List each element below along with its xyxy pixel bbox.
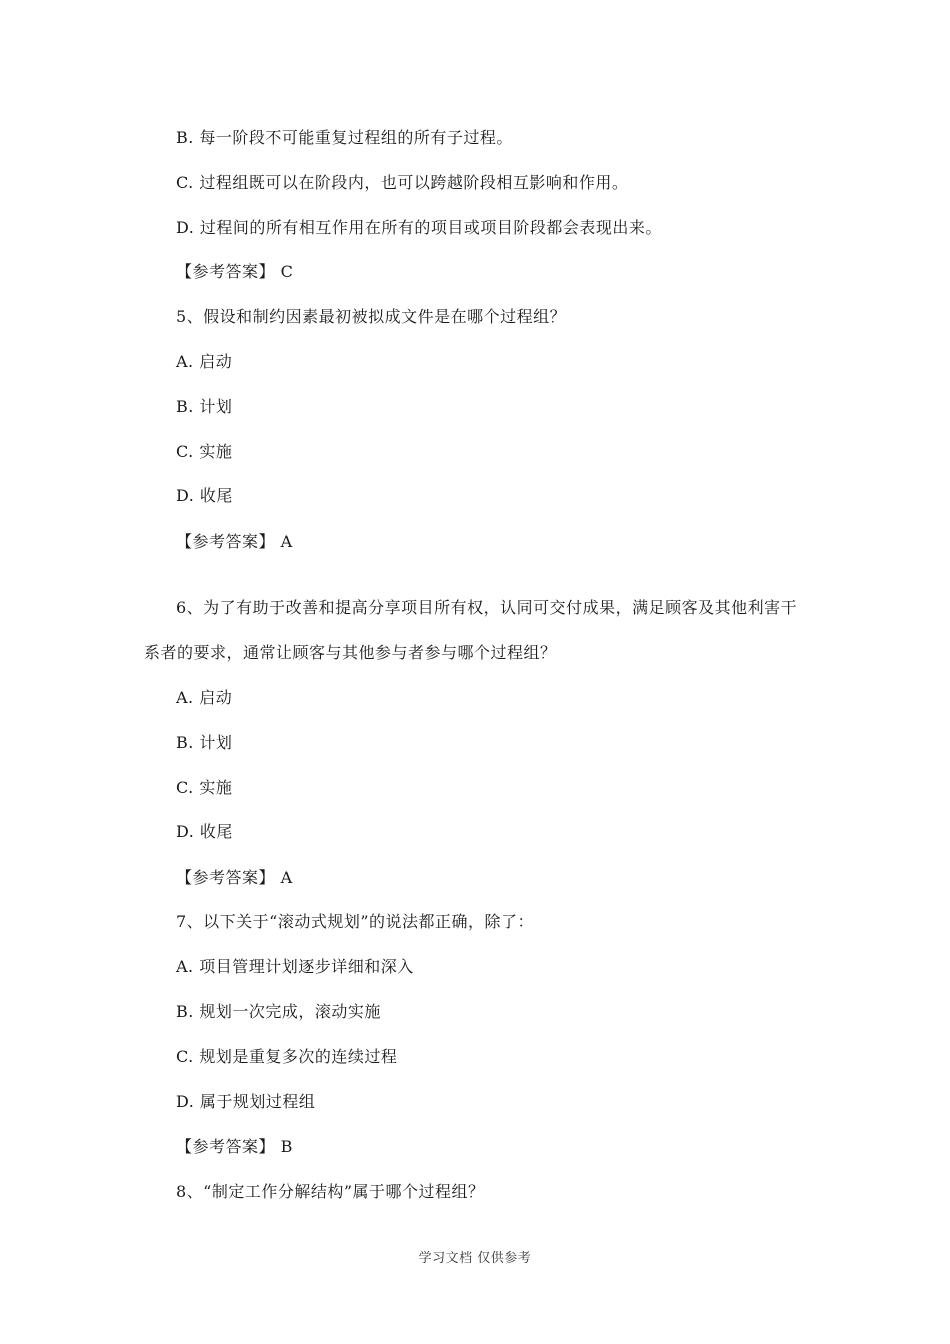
q5-question: 5、假设和制约因素最初被拟成文件是在哪个过程组？: [176, 307, 567, 326]
q6-option-c: C. 实施: [176, 778, 233, 797]
q4-option-d: D. 过程间的所有相互作用在所有的项目或项目阶段都会表现出来。: [176, 218, 662, 237]
q5-option-d: D. 收尾: [176, 486, 233, 505]
q7-question: 7、以下关于“滚动式规划”的说法都正确，除了：: [176, 912, 535, 931]
q7-option-c: C. 规划是重复多次的连续过程: [176, 1047, 398, 1066]
q4-answer: 【参考答案】 C: [176, 262, 294, 281]
q5-option-b: B. 计划: [176, 397, 233, 416]
q6-question-line2: 系者的要求，通常让顾客与其他参与者参与哪个过程组？: [144, 643, 557, 662]
q7-option-b: B. 规划一次完成，滚动实施: [176, 1002, 381, 1021]
q5-option-a: A. 启动: [176, 352, 233, 371]
q6-option-a: A. 启动: [176, 688, 233, 707]
q7-answer: 【参考答案】 B: [176, 1137, 293, 1156]
q5-option-c: C. 实施: [176, 442, 233, 461]
q8-question: 8、“制定工作分解结构”属于哪个过程组？: [176, 1182, 485, 1201]
q6-option-d: D. 收尾: [176, 822, 233, 841]
q4-option-b: B. 每一阶段不可能重复过程组的所有子过程。: [176, 128, 513, 147]
q7-option-d: D. 属于规划过程组: [176, 1092, 316, 1111]
q6-question-line1: 6、为了有助于改善和提高分享项目所有权，认同可交付成果，满足顾客及其他利害干: [176, 598, 798, 617]
q4-option-c: C. 过程组既可以在阶段内，也可以跨越阶段相互影响和作用。: [176, 173, 629, 192]
q7-option-a: A. 项目管理计划逐步详细和深入: [176, 957, 414, 976]
page-footer: 学习文档 仅供参考: [418, 1251, 532, 1266]
q6-answer: 【参考答案】 A: [176, 868, 293, 887]
q6-option-b: B. 计划: [176, 733, 233, 752]
q5-answer: 【参考答案】 A: [176, 532, 293, 551]
